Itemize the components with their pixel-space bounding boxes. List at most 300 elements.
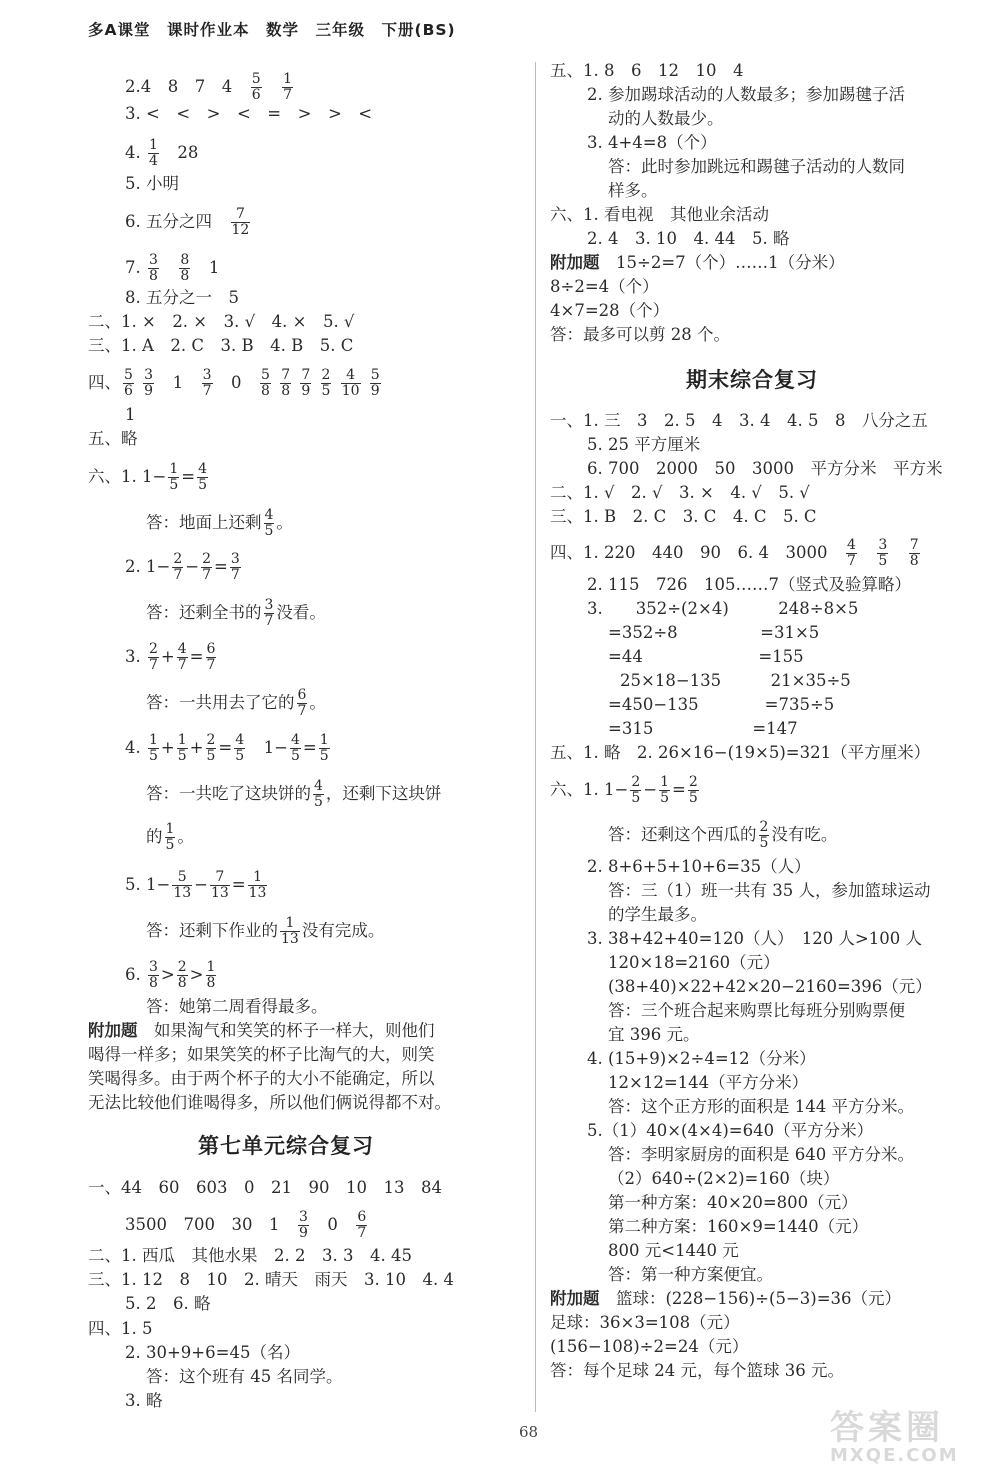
answer-text [363,373,368,392]
answer-line [125,207,252,238]
answer-text: 笑喝得多。由于两个杯子的大小不能确定，所以 [88,1069,435,1088]
denominator: 7 [206,657,216,673]
denominator: 5 [319,748,329,764]
answer-text: 一、1. 三 3 2. 5 4 3. 4 4. 5 8 八分之五 [550,411,928,430]
answer-text: 3500 700 30 1 [125,1215,296,1234]
denominator: 7 [283,87,293,103]
numerator: 2 [202,551,211,567]
answer-line [88,1245,412,1267]
answer-text: 800 元<1440 元 [608,1241,739,1260]
answer-text: 1 [156,373,200,392]
fraction [909,538,920,569]
answer-text: 1 [192,258,220,277]
answer-text: = [218,738,233,757]
fraction [370,368,381,399]
answer-text [313,373,318,392]
answer-text: 2.4 8 7 4 [125,77,249,96]
denominator: 7 [202,567,211,583]
denominator: 13 [210,885,229,901]
answer-text: + [160,647,175,666]
answer-text: 答：还剩这个西瓜的 [608,825,757,844]
answer-text: 28 [160,143,199,162]
numerator: 3 [144,367,154,383]
fraction [148,642,159,673]
answer-line [608,952,780,974]
answer-line [88,1318,153,1340]
answer-text: 6. 五分之四 [125,212,229,231]
numerator: 7 [909,537,919,553]
numerator: 7 [215,869,225,885]
denominator: 5 [198,477,207,493]
numerator: 3 [149,959,158,975]
answer-text: 四、1. 5 [88,1319,153,1338]
answer-line [125,1210,369,1241]
denominator: 13 [281,931,299,947]
answer-text: 4×7=28（个） [550,301,670,320]
answer-text: 答：三个班合起来购票比每班分别购票便 [608,1001,905,1020]
fraction [280,368,291,399]
answer-text: 3. 38+42+40=120（人） 120 人>100 人 [587,929,922,948]
answer-text [161,258,178,277]
fraction [341,368,361,399]
answer-line [125,1293,210,1315]
answer-line [587,598,858,620]
answer-line [608,880,930,902]
answer-text: 三、1. 12 8 10 2. 晴天 雨天 3. 10 4. 4 [88,1270,454,1289]
answer-text: 2. 1− [125,557,171,576]
fraction [234,733,245,764]
numerator: 5 [124,367,133,383]
answer-line [146,598,326,629]
answer-text: 六、1. 1− [88,467,167,486]
answer-line [608,1240,739,1262]
numerator: 2 [177,959,187,975]
numerator: 4 [198,461,207,477]
answer-text: 答：三（1）班一共有 35 人，参加篮球运动 [608,881,931,900]
answer-line [587,1120,873,1142]
denominator: 13 [173,885,192,901]
answer-line [550,775,701,806]
answer-text: 二、1. × 2. × 3. √ 4. × 5. √ [88,312,355,331]
answer-line [608,1024,699,1046]
numerator: 5 [177,869,187,885]
fraction [123,368,134,399]
answer-text: 答：一共吃了这块饼的 [146,784,311,803]
answer-text: 3. [125,647,146,666]
answer-line [125,103,372,125]
answer-text [293,373,298,392]
answer-text [890,543,907,562]
answer-line [587,856,811,878]
answer-line [125,642,218,673]
answer-line [125,404,136,426]
answer-text: 五、1. 略 2. 26×16−(19×5)=321（平方厘米） [550,743,931,762]
fraction [280,916,300,947]
answer-text: 1 [125,405,136,424]
answer-text: 答：李明家厨房的面积是 640 平方分米。 [608,1145,914,1164]
answer-text: 答：此时参加跳远和踢毽子活动的人数同 [608,157,905,176]
answer-line [88,1068,435,1090]
page-header: 多A课堂 课时作业本 数学 三年级 下册(BS) [88,21,456,39]
fraction [206,733,217,764]
denominator: 5 [149,748,158,764]
answer-text [136,373,141,392]
numerator: 2 [206,732,216,748]
answer-line [608,694,834,716]
answer-text: 五、1. 8 6 12 10 4 [550,61,744,80]
answer-text: 一、44 60 603 0 21 90 10 13 84 [88,1178,442,1197]
answer-line [146,508,293,539]
numerator: 1 [177,732,187,748]
answer-text: 0 [214,373,259,392]
fraction [202,368,213,399]
numerator: 4 [346,367,356,383]
answer-text: 0 [310,1215,355,1234]
fraction [143,368,154,399]
fraction [177,642,188,673]
denominator: 8 [281,383,291,399]
fraction [230,552,241,583]
fraction [168,462,179,493]
answer-text: 4. [125,143,146,162]
answer-text: 3. 略 [125,1391,163,1410]
answer-line [608,1168,839,1190]
answer-text [859,543,876,562]
numerator: 7 [281,367,291,383]
answer-text: 答：还剩全书的 [146,603,262,622]
denominator: 5 [321,383,331,399]
fraction [148,138,159,169]
answer-text: 没有完成。 [301,921,385,940]
answer-text: 样多。 [608,181,658,200]
answer-text: 8. 五分之一 5 [125,288,239,307]
numerator: 5 [370,367,380,383]
fraction [177,733,188,764]
numerator: 1 [660,774,669,790]
answer-text: 2. 8+6+5+10+6=35（人） [587,857,811,876]
answer-line [608,718,798,740]
denominator: 8 [177,975,187,991]
denominator: 10 [341,383,360,399]
denominator: 7 [202,383,212,399]
answer-text: 2. 115 726 105……7（竖式及验算略） [587,575,911,594]
answer-line [550,410,928,432]
numerator: 4 [846,537,856,553]
answer-text: 答：第一种方案便宜。 [608,1265,773,1284]
denominator: 8 [149,975,158,991]
fraction [177,960,188,991]
answer-text: 六、1. 看电视 其他业余活动 [550,205,769,224]
answer-text: =44 =155 [608,647,804,666]
numerator: 4 [314,778,323,794]
answer-text: 6. [125,965,146,984]
answer-text: 15÷2=7（个）……1（分米） [599,253,845,272]
numerator: 2 [173,551,183,567]
answer-text: =352÷8 =31×5 [608,623,820,642]
fraction [172,870,192,901]
answer-text: + [160,738,175,757]
answer-text: − [185,557,200,576]
answer-text: 120×18=2160（元） [608,953,780,972]
answer-text: 5.（1）40×(4×4)=640（平方分米） [587,1121,874,1140]
answer-line [88,1092,451,1114]
numerator: 2 [688,774,698,790]
answer-line [608,1192,858,1214]
fraction [148,253,159,284]
denominator: 5 [264,523,274,539]
numerator: 6 [357,1209,367,1225]
bonus-label: 附加题 [88,1021,138,1040]
numerator: 2 [321,367,331,383]
denominator: 8 [180,268,190,284]
answer-line [146,688,326,719]
answer-line [88,311,354,333]
answer-text: 5. 1− [125,875,171,894]
answer-line [608,1000,905,1022]
answer-text: (156−108)÷2=24（元） [550,1337,749,1356]
answer-text: = [231,875,246,894]
answer-line [608,1072,808,1094]
answer-line [608,1144,914,1166]
answer-line [608,108,724,130]
denominator: 5 [660,790,669,806]
denominator: 5 [165,837,175,853]
denominator: 6 [124,383,133,399]
answer-text: 动的人数最少。 [608,109,724,128]
answer-text: 答：这个正方形的面积是 144 平方分米。 [608,1097,914,1116]
denominator: 13 [248,885,267,901]
answer-text: 如果淘气和笑笑的杯子一样大，则他们 [137,1021,435,1040]
numerator: 5 [251,71,261,87]
answer-line [88,1020,435,1042]
answer-text: 2. 4 3. 10 4. 44 5. 略 [587,229,790,248]
answer-line [608,1096,914,1118]
answer-text: 3. 4+4=8（个） [587,133,717,152]
answer-line [608,180,658,202]
answer-line [125,173,179,195]
answer-text: 四、 [88,373,121,392]
denominator: 9 [370,383,380,399]
denominator: 8 [909,553,919,569]
denominator: 5 [177,748,187,764]
answer-text: 足球：36×3=108（元） [550,1313,740,1332]
answer-line [587,458,942,480]
answer-line [550,252,845,274]
answer-line [125,1342,300,1364]
answer-line [608,820,837,851]
denominator: 8 [149,268,158,284]
answer-text: 1− [247,738,288,757]
answer-line [587,84,905,106]
answer-text: 3. 352÷(2×4) 248÷8×5 [587,599,859,618]
answer-text: 6. 700 2000 50 3000 平方分米 平方米 [587,459,943,478]
numerator: 1 [253,869,262,885]
answer-text: 四、1. 220 440 90 6. 4 3000 [550,543,844,562]
numerator: 3 [149,252,158,268]
denominator: 7 [846,553,856,569]
answer-text: 5. 小明 [125,174,179,193]
answer-line [550,204,769,226]
answer-line [608,1216,868,1238]
denominator: 8 [261,383,270,399]
numerator: 1 [149,137,158,153]
answer-text: 第二种方案：160×9=1440（元） [608,1217,869,1236]
denominator: 9 [144,383,154,399]
answer-text: = [189,647,204,666]
denominator: 7 [230,567,240,583]
answer-text: 5. 2 6. 略 [125,1294,211,1313]
answer-text: 。 [177,827,194,846]
answer-text: = [213,557,228,576]
answer-line [146,996,328,1018]
answer-text: 无法比较他们谁喝得多，所以他们俩说得都不对。 [88,1093,451,1112]
answer-text: 篮球：(228−156)÷(5−3)=36（元） [599,1289,902,1308]
numerator: 3 [230,551,240,567]
fraction [319,733,330,764]
answer-text: 答：一共用去了它的 [146,693,295,712]
answer-text: 答：地面上还剩 [146,513,262,532]
answer-text: 12×12=144（平方分米） [608,1073,809,1092]
fraction [300,368,311,399]
answer-line [146,1366,343,1388]
denominator: 7 [173,567,183,583]
answer-line [125,960,218,991]
numerator: 1 [319,732,329,748]
answer-line [550,324,730,346]
answer-line [587,928,922,950]
answer-text: 的学生最多。 [608,905,707,924]
answer-text: = [671,780,686,799]
answer-text: 25×18−135 21×35÷5 [620,671,851,690]
denominator: 5 [688,790,698,806]
fraction [165,822,176,853]
answer-text: = [302,738,317,757]
bonus-label: 附加题 [550,1289,600,1308]
answer-text: − [194,875,208,894]
numerator: 3 [202,367,212,383]
numerator: 4 [291,732,300,748]
denominator: 6 [251,87,261,103]
answer-line [125,253,219,284]
answer-line [550,482,810,504]
answer-text: 三、1. A 2. C 3. B 4. B 5. C [88,336,354,355]
answer-line [125,138,198,169]
fraction [630,775,641,806]
denominator: 5 [759,835,769,851]
answer-line [88,1177,442,1199]
answer-line [125,733,332,764]
numerator: 2 [759,819,769,835]
answer-line [550,1336,748,1358]
numerator: 2 [631,774,641,790]
answer-line [550,1312,740,1334]
answer-line [88,428,138,450]
answer-line [88,1044,435,1066]
fraction [321,368,332,399]
numerator: 7 [301,367,311,383]
answer-text: + [189,738,204,757]
answer-text: 第一种方案：40×20=800（元） [608,1193,858,1212]
denominator: 7 [149,657,158,673]
denominator: 8 [206,975,216,991]
denominator: 5 [291,748,300,764]
answer-text [264,77,281,96]
answer-text: 宜 396 元。 [608,1025,700,1044]
numerator: 4 [235,732,245,748]
fraction [264,598,275,629]
answer-line [125,72,295,103]
denominator: 5 [169,477,179,493]
fraction [356,1210,367,1241]
denominator: 5 [206,748,216,764]
answer-text: 五、略 [88,429,138,448]
fraction [846,538,857,569]
answer-line [608,156,905,178]
answer-text: 答：这个班有 45 名同学。 [146,1367,343,1386]
answer-text: 没有吃。 [771,825,838,844]
answer-line [550,60,743,82]
denominator: 7 [297,703,307,719]
answer-text: 。 [309,693,326,712]
fraction [759,820,770,851]
denominator: 12 [231,222,250,238]
answer-line [550,742,930,764]
answer-text: ，还剩下这块饼 [325,784,442,803]
answer-text: > [189,965,204,984]
fraction [298,1210,309,1241]
answer-text: （2）640÷(2×2)=160（块） [608,1169,840,1188]
numerator: 1 [283,71,293,87]
answer-line [608,622,819,644]
answer-text: 六、1. 1− [550,780,629,799]
answer-line [125,552,243,583]
answer-line [88,368,383,399]
fraction [172,552,183,583]
answer-line [587,228,789,250]
fraction [231,207,251,238]
denominator: 7 [357,1225,367,1241]
answer-line [608,904,707,926]
answer-line [125,1390,163,1412]
answer-text [273,373,278,392]
final-review-title: 期末综合复习 [686,368,818,392]
answer-text: 4. (15+9)×2÷4=12（分米） [587,1049,816,1068]
denominator: 9 [298,1225,308,1241]
answer-text: 没看。 [276,603,326,622]
denominator: 5 [878,553,888,569]
numerator: 7 [235,206,245,222]
answer-text: 二、1. 西瓜 其他水果 2. 2 3. 3 4. 45 [88,1246,412,1265]
answer-line [550,506,817,528]
fraction [206,960,217,991]
answer-line [550,300,669,322]
answer-line [88,462,210,493]
answer-text: 答：她第二周看得最多。 [146,997,328,1016]
numerator: 3 [264,597,274,613]
answer-line [587,434,700,456]
numerator: 1 [165,821,175,837]
answer-text: 4. [125,738,146,757]
answer-text: 的 [146,827,163,846]
answer-line [550,276,659,298]
fraction [297,688,308,719]
bonus-label: 附加题 [550,253,600,272]
fraction [313,779,324,810]
numerator: 3 [298,1209,308,1225]
watermark-logo: 答案圈 MXQE.COM [830,1408,959,1466]
answer-text: 三、1. B 2. C 3. C 4. C 5. C [550,507,817,526]
answer-line [620,670,851,692]
